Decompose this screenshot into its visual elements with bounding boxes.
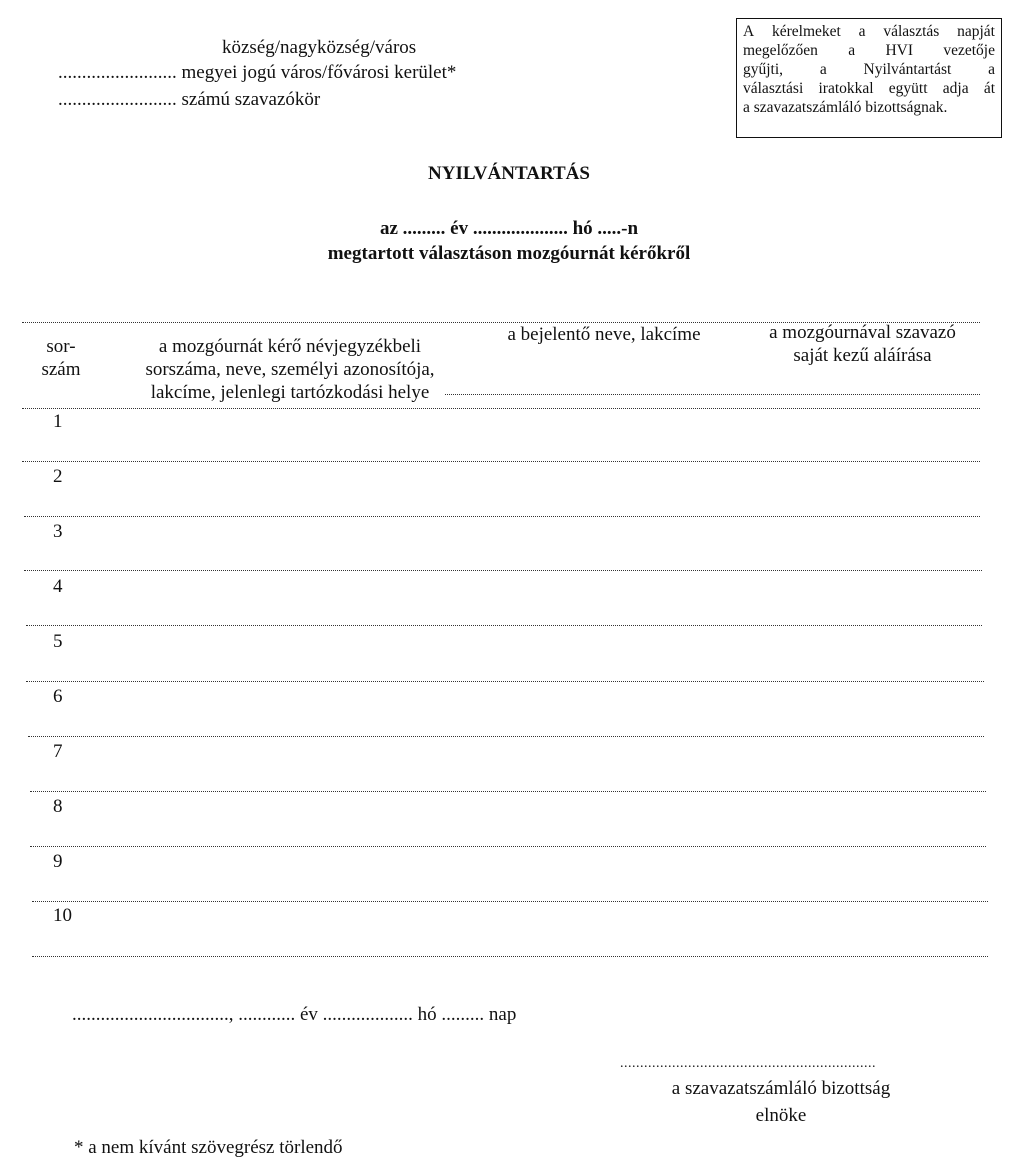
table-rule [32,956,988,957]
table-rule [22,408,980,409]
header-signature [735,321,990,367]
header-rule [445,394,980,395]
polling-station-line: ......................... számú szavazókör [58,89,321,110]
settlement-type-line: község/nagyközség/város [222,37,417,58]
footnote: * a nem kívánt szövegrész törlendő [74,1137,343,1158]
notice-word: vezetője [943,42,995,59]
table-row-number: 8 [53,796,63,817]
signature-role: elnöke [755,1105,807,1126]
notice-word: adja [942,80,969,97]
table-row-number: 10 [53,905,72,926]
table-rule [26,625,982,626]
notice-word: gyűjti, [743,61,784,78]
table-rule [30,791,986,792]
table-row-number: 2 [53,466,63,487]
header-line: lakcíme, jelenlegi tartózkodási helye [150,382,430,403]
header-line: sorszáma, neve, személyi azonosítója, [145,359,435,380]
notice-word: választás [883,23,940,40]
notice-box [736,18,1002,138]
county-district-line: ......................... megyei jogú város/fővárosi kerület* [58,62,457,83]
notice-word: HVI [885,42,913,59]
signature-line: ................................................................ [620,1056,876,1071]
page-subtitle: megtartott választáson mozgóurnát kérőkről [327,243,691,264]
header-line: sor- [46,336,76,357]
table-rule [32,901,988,902]
notice-word: iratokkal [818,80,874,97]
table-row-number: 5 [53,631,63,652]
header-line: a bejelentő neve, lakcíme [507,324,701,345]
table-rule [22,461,980,462]
notice-word: Nyilvántartást [863,61,952,78]
notice-word: a szavazatszámláló bizottságnak. [743,99,948,116]
notice-line [743,79,995,98]
notice-line [743,41,995,60]
notice-word: át [983,80,995,97]
table-row-number: 6 [53,686,63,707]
table-row-number: 4 [53,576,63,597]
table-rule [26,681,984,682]
notice-word: megelőzően [743,42,818,59]
notice-word: kérelmeket [772,23,841,40]
notice-line [743,22,995,41]
notice-word: napját [957,23,995,40]
signature-caption: a szavazatszámláló bizottság [671,1078,891,1099]
date-place-line: ................................., ............ év ................... hó ......... nap [72,1004,517,1025]
page-title: NYILVÁNTARTÁS [428,163,590,184]
table-rule [30,846,986,847]
notice-word: a [988,61,995,78]
table-rule [22,322,980,323]
header-reporter [470,323,738,346]
notice-word: a [819,61,827,78]
header-line: szám [41,359,81,380]
notice-word: A [743,23,755,40]
header-line: a mozgóurnával szavazó [769,322,956,343]
table-rule [28,736,984,737]
header-requester [100,335,480,404]
header-line: a mozgóurnát kérő névjegyzékbeli [158,336,422,357]
table-row-number: 1 [53,411,63,432]
table-rule [24,570,982,571]
notice-word: a [848,42,856,59]
header-line: saját kezű aláírása [793,345,932,366]
table-row-number: 9 [53,851,63,872]
election-date-line: az ......... év .................... hó .....-n [379,218,639,239]
notice-line [743,60,995,79]
table-row-number: 7 [53,741,63,762]
table-row-number: 3 [53,521,63,542]
notice-line [743,98,995,117]
notice-word: választási [743,80,804,97]
notice-word: a [858,23,866,40]
header-serial [22,335,100,381]
table-rule [24,516,980,517]
notice-word: együtt [888,80,928,97]
